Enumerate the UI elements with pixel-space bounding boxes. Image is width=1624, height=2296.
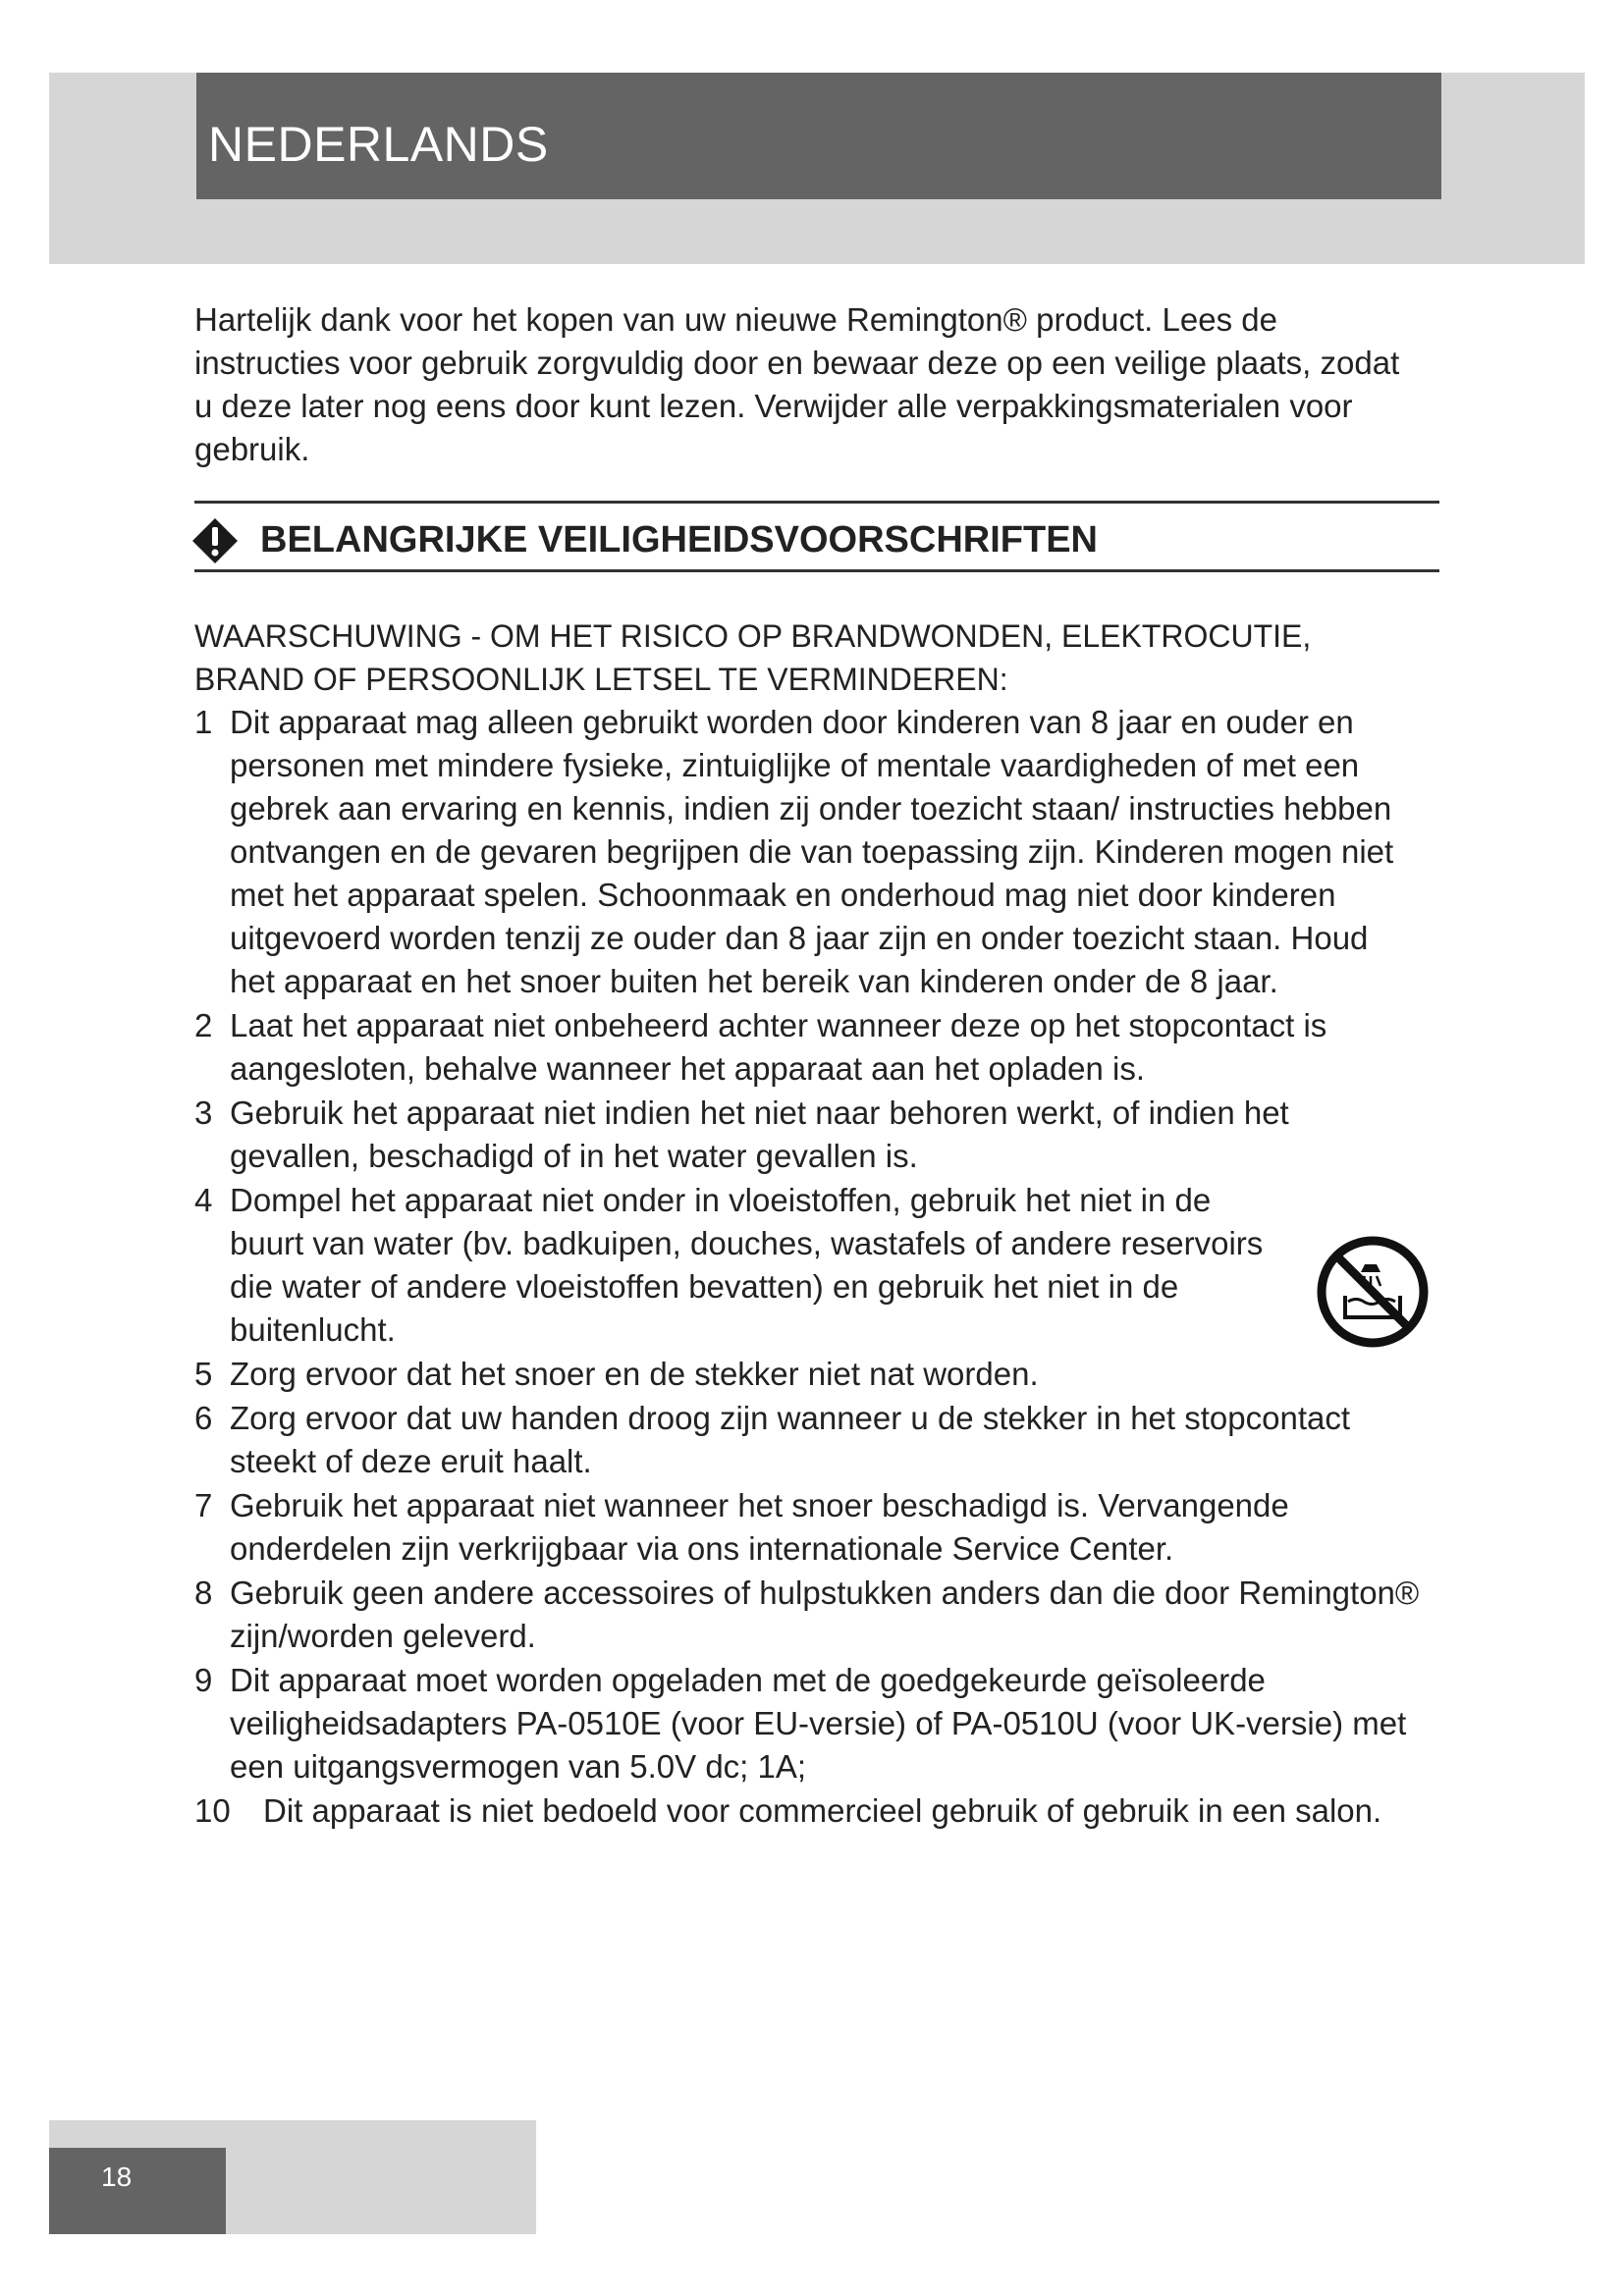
item-text: Gebruik het apparaat niet indien het niet naar behoren werkt, of indien het gevallen, beschadigd of in het water gevallen is.: [230, 1095, 1289, 1174]
item-number: 3: [194, 1095, 213, 1131]
item-number: 7: [194, 1487, 213, 1523]
item-text: Zorg ervoor dat het snoer en de stekker niet nat worden.: [230, 1356, 1039, 1392]
warning-text: WAARSCHUWING - OM HET RISICO OP BRANDWONDEN, ELEKTROCUTIE, BRAND OF PERSOONLIJK LETSEL TE VERMINDEREN:: [194, 618, 1312, 697]
section-title: BELANGRIJKE VEILIGHEIDSVOORSCHRIFTEN: [260, 519, 1098, 561]
footer-bar: [49, 2148, 226, 2234]
no-water-bath-icon: [1316, 1235, 1430, 1349]
section-rule-bottom: [194, 569, 1439, 572]
item-text: Dit apparaat moet worden opgeladen met de goedgekeurde geïsoleerde veiligheidsadapters PA-0510E (voor EU-versie) of PA-0510U (voor UK-versie) met een uitgangsvermogen van 5.0V dc; 1A;: [230, 1662, 1407, 1785]
item-text: Dit apparaat mag alleen gebruikt worden door kinderen van 8 jaar en ouder en personen met mindere fysieke, zintuiglijke of mentale vaardigheden of met een gebrek aan ervaring en kennis, indien zij onder toezicht staan/ instructies hebben ontvangen en de gevaren begrijpen die van toepassing zijn. Kinderen mogen niet met het apparaat spelen. Schoonmaak en onderhoud mag niet door kinderen uitgevoerd worden tenzij ze ouder dan 8 jaar zijn en onder toezicht staan. Houd het apparaat en het snoer buiten het bereik van kinderen onder de 8 jaar.: [230, 704, 1394, 999]
item-number: 2: [194, 1007, 213, 1043]
item-number: 9: [194, 1662, 213, 1698]
section-rule-top: [194, 501, 1439, 504]
item-number: 1: [194, 704, 213, 740]
item-number: 4: [194, 1182, 213, 1218]
list-item: [194, 1353, 1422, 1396]
list-item: [194, 1004, 1422, 1091]
item-number: 5: [194, 1356, 213, 1392]
list-item: [194, 1659, 1422, 1789]
safety-list: [194, 701, 1422, 1834]
item-number: 6: [194, 1400, 213, 1436]
item-text: Dit apparaat is niet bedoeld voor commercieel gebruik of gebruik in een salon.: [263, 1792, 1382, 1829]
list-item: [194, 1179, 1422, 1352]
list-item: [194, 1572, 1422, 1658]
intro-paragraph: Hartelijk dank voor het kopen van uw nieuwe Remington® product. Lees de instructies voor gebruik zorgvuldig door en bewaar deze op een veilige plaats, zodat u deze later nog eens door kunt lezen. Verwijder alle verpakkingsmaterialen voor gebruik.: [194, 301, 1400, 467]
language-title: NEDERLANDS: [208, 117, 549, 172]
item-number: 10: [194, 1792, 231, 1829]
list-item: [194, 1397, 1422, 1483]
item-text: Laat het apparaat niet onbeheerd achter wanneer deze op het stopcontact is aangesloten, behalve wanneer het apparaat aan het opladen is.: [230, 1007, 1327, 1087]
list-item: [194, 701, 1422, 1003]
list-item: [194, 1092, 1422, 1178]
page-number: 18: [101, 2162, 133, 2192]
item-text: Dompel het apparaat niet onder in vloeistoffen, gebruik het niet in de buurt van water (bv. badkuipen, douches, wastafels of andere reservoirs die water of andere vloeistoffen bevatten) en gebruik het niet in de buitenlucht.: [230, 1182, 1264, 1348]
warning-diamond-icon: [191, 517, 239, 564]
item-text: Gebruik het apparaat niet wanneer het snoer beschadigd is. Vervangende onderdelen zijn verkrijgbaar via ons internationale Service Center.: [230, 1487, 1289, 1567]
list-item: [194, 1789, 1422, 1833]
item-number: 8: [194, 1575, 213, 1611]
item-text: Zorg ervoor dat uw handen droog zijn wanneer u de stekker in het stopcontact steekt of deze eruit haalt.: [230, 1400, 1351, 1479]
list-item: [194, 1484, 1422, 1571]
item-text: Gebruik geen andere accessoires of hulpstukken anders dan die door Remington® zijn/worden geleverd.: [230, 1575, 1420, 1654]
